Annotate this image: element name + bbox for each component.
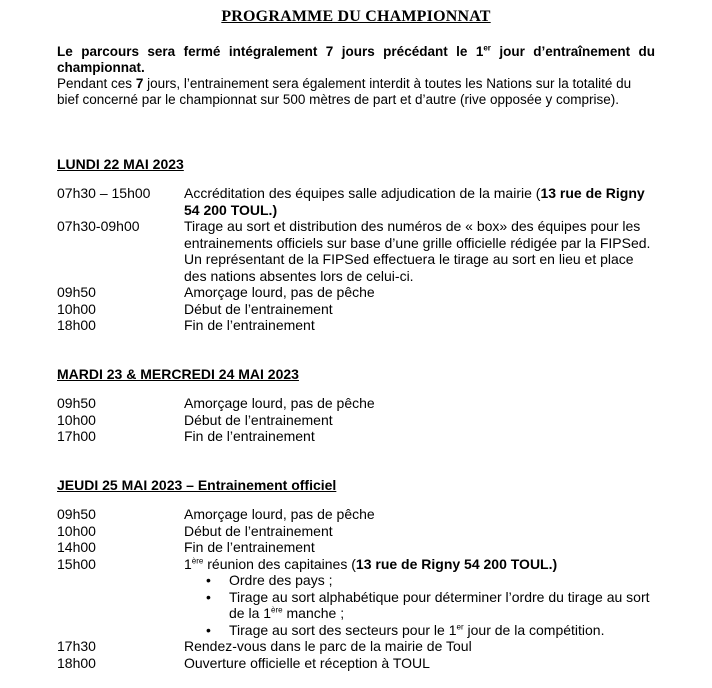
list-item: • Ordre des pays ;: [184, 572, 657, 589]
training-ban-notice: Pendant ces 7 jours, l’entrainement sera également interdit à toutes les Nations sur la totalité du bief concerné par le championnat sur 500 mètres de part et d’autre (rive opposée y comprise).: [57, 76, 632, 107]
schedule-row: [57, 506, 657, 523]
row-time: 14h00: [57, 539, 96, 555]
schedule-row: [57, 284, 657, 301]
row-description: Ouverture officielle et réception à TOUL: [184, 654, 430, 671]
schedule-row: [57, 428, 657, 445]
row-time: 10h00: [57, 300, 96, 317]
day-heading-monday: LUNDI 22 MAI 2023: [57, 156, 184, 172]
schedule-row: [57, 523, 657, 540]
list-item: • Tirage au sort alphabétique pour déterminer l’ordre du tirage au sort de la 1ère manche ;: [184, 589, 657, 622]
row-time: 10h00: [57, 411, 96, 428]
day-heading-thursday: JEUDI 25 MAI 2023 – Entrainement officiel: [57, 477, 337, 493]
meeting-agenda-list: [184, 572, 657, 638]
list-item: • Tirage au sort des secteurs pour le 1er jour de la compétition.: [184, 622, 657, 639]
schedule-row: [57, 185, 657, 218]
row-time: 17h30: [57, 638, 96, 654]
row-description: Début de l’entrainement: [184, 300, 333, 317]
schedule-tuesday-wednesday: [57, 395, 657, 445]
row-description: Fin de l’entrainement: [184, 428, 315, 444]
row-description: Début de l’entrainement: [184, 522, 333, 539]
closure-notice: Le parcours sera fermé intégralement 7 jours précédant le 1er jour d’entraînement du championnat.: [57, 43, 655, 75]
row-description: Fin de l’entrainement: [184, 317, 315, 333]
schedule-row: [57, 301, 657, 318]
row-time: 09h50: [57, 284, 96, 300]
row-time: 09h50: [57, 506, 96, 522]
intro-block: [57, 44, 655, 108]
row-description: Amorçage lourd, pas de pêche: [184, 284, 375, 300]
row-description: Début de l’entrainement: [184, 411, 333, 428]
page-title: PROGRAMME DU CHAMPIONNAT: [221, 8, 491, 25]
schedule-row: [57, 655, 657, 672]
schedule-row: [57, 412, 657, 429]
schedule-row: [57, 218, 657, 284]
row-time: 18h00: [57, 317, 96, 333]
schedule-monday: [57, 185, 657, 334]
day-heading-tuesday-wednesday: MARDI 23 & MERCREDI 24 MAI 2023: [57, 366, 299, 382]
row-time: 18h00: [57, 654, 96, 671]
row-description: Tirage au sort et distribution des numéros de « box» des équipes pour les entrainements officiels sur base d’une grille officielle rédigée par la FIPSed. Un représentant de la FIPSed effectuera le tirage au sort en lieu et place des nations absentes lors de celui-ci.: [184, 218, 651, 284]
row-time: 15h00: [57, 555, 96, 572]
schedule-row: [57, 539, 657, 556]
row-description: Amorçage lourd, pas de pêche: [184, 395, 375, 411]
row-time: 10h00: [57, 522, 96, 539]
row-time: 07h30 – 15h00: [57, 185, 151, 201]
schedule-row: [57, 638, 657, 655]
row-description: 1ère réunion des capitaines (13 rue de Rigny 54 200 TOUL.) • Ordre des pays ; • Tirage au sort alphabétique pour déterminer l’ordre du tirage au sort de la 1ère manche ; • Tirage au sort des secteurs pour le 1er jour de la compétition.: [184, 556, 657, 639]
row-description: Rendez-vous dans le parc de la mairie de Toul: [184, 638, 472, 654]
row-description: Accréditation des équipes salle adjudication de la mairie (13 rue de Rigny 54 200 TOUL.): [184, 185, 645, 218]
schedule-row: [57, 395, 657, 412]
row-description: Amorçage lourd, pas de pêche: [184, 506, 375, 522]
schedule-row-captains-meeting: [57, 556, 657, 639]
row-time: 09h50: [57, 395, 96, 411]
row-description: Fin de l’entrainement: [184, 539, 315, 555]
row-time: 17h00: [57, 428, 96, 444]
schedule-row: [57, 317, 657, 334]
schedule-thursday: [57, 506, 657, 671]
row-time: 07h30-09h00: [57, 218, 140, 234]
